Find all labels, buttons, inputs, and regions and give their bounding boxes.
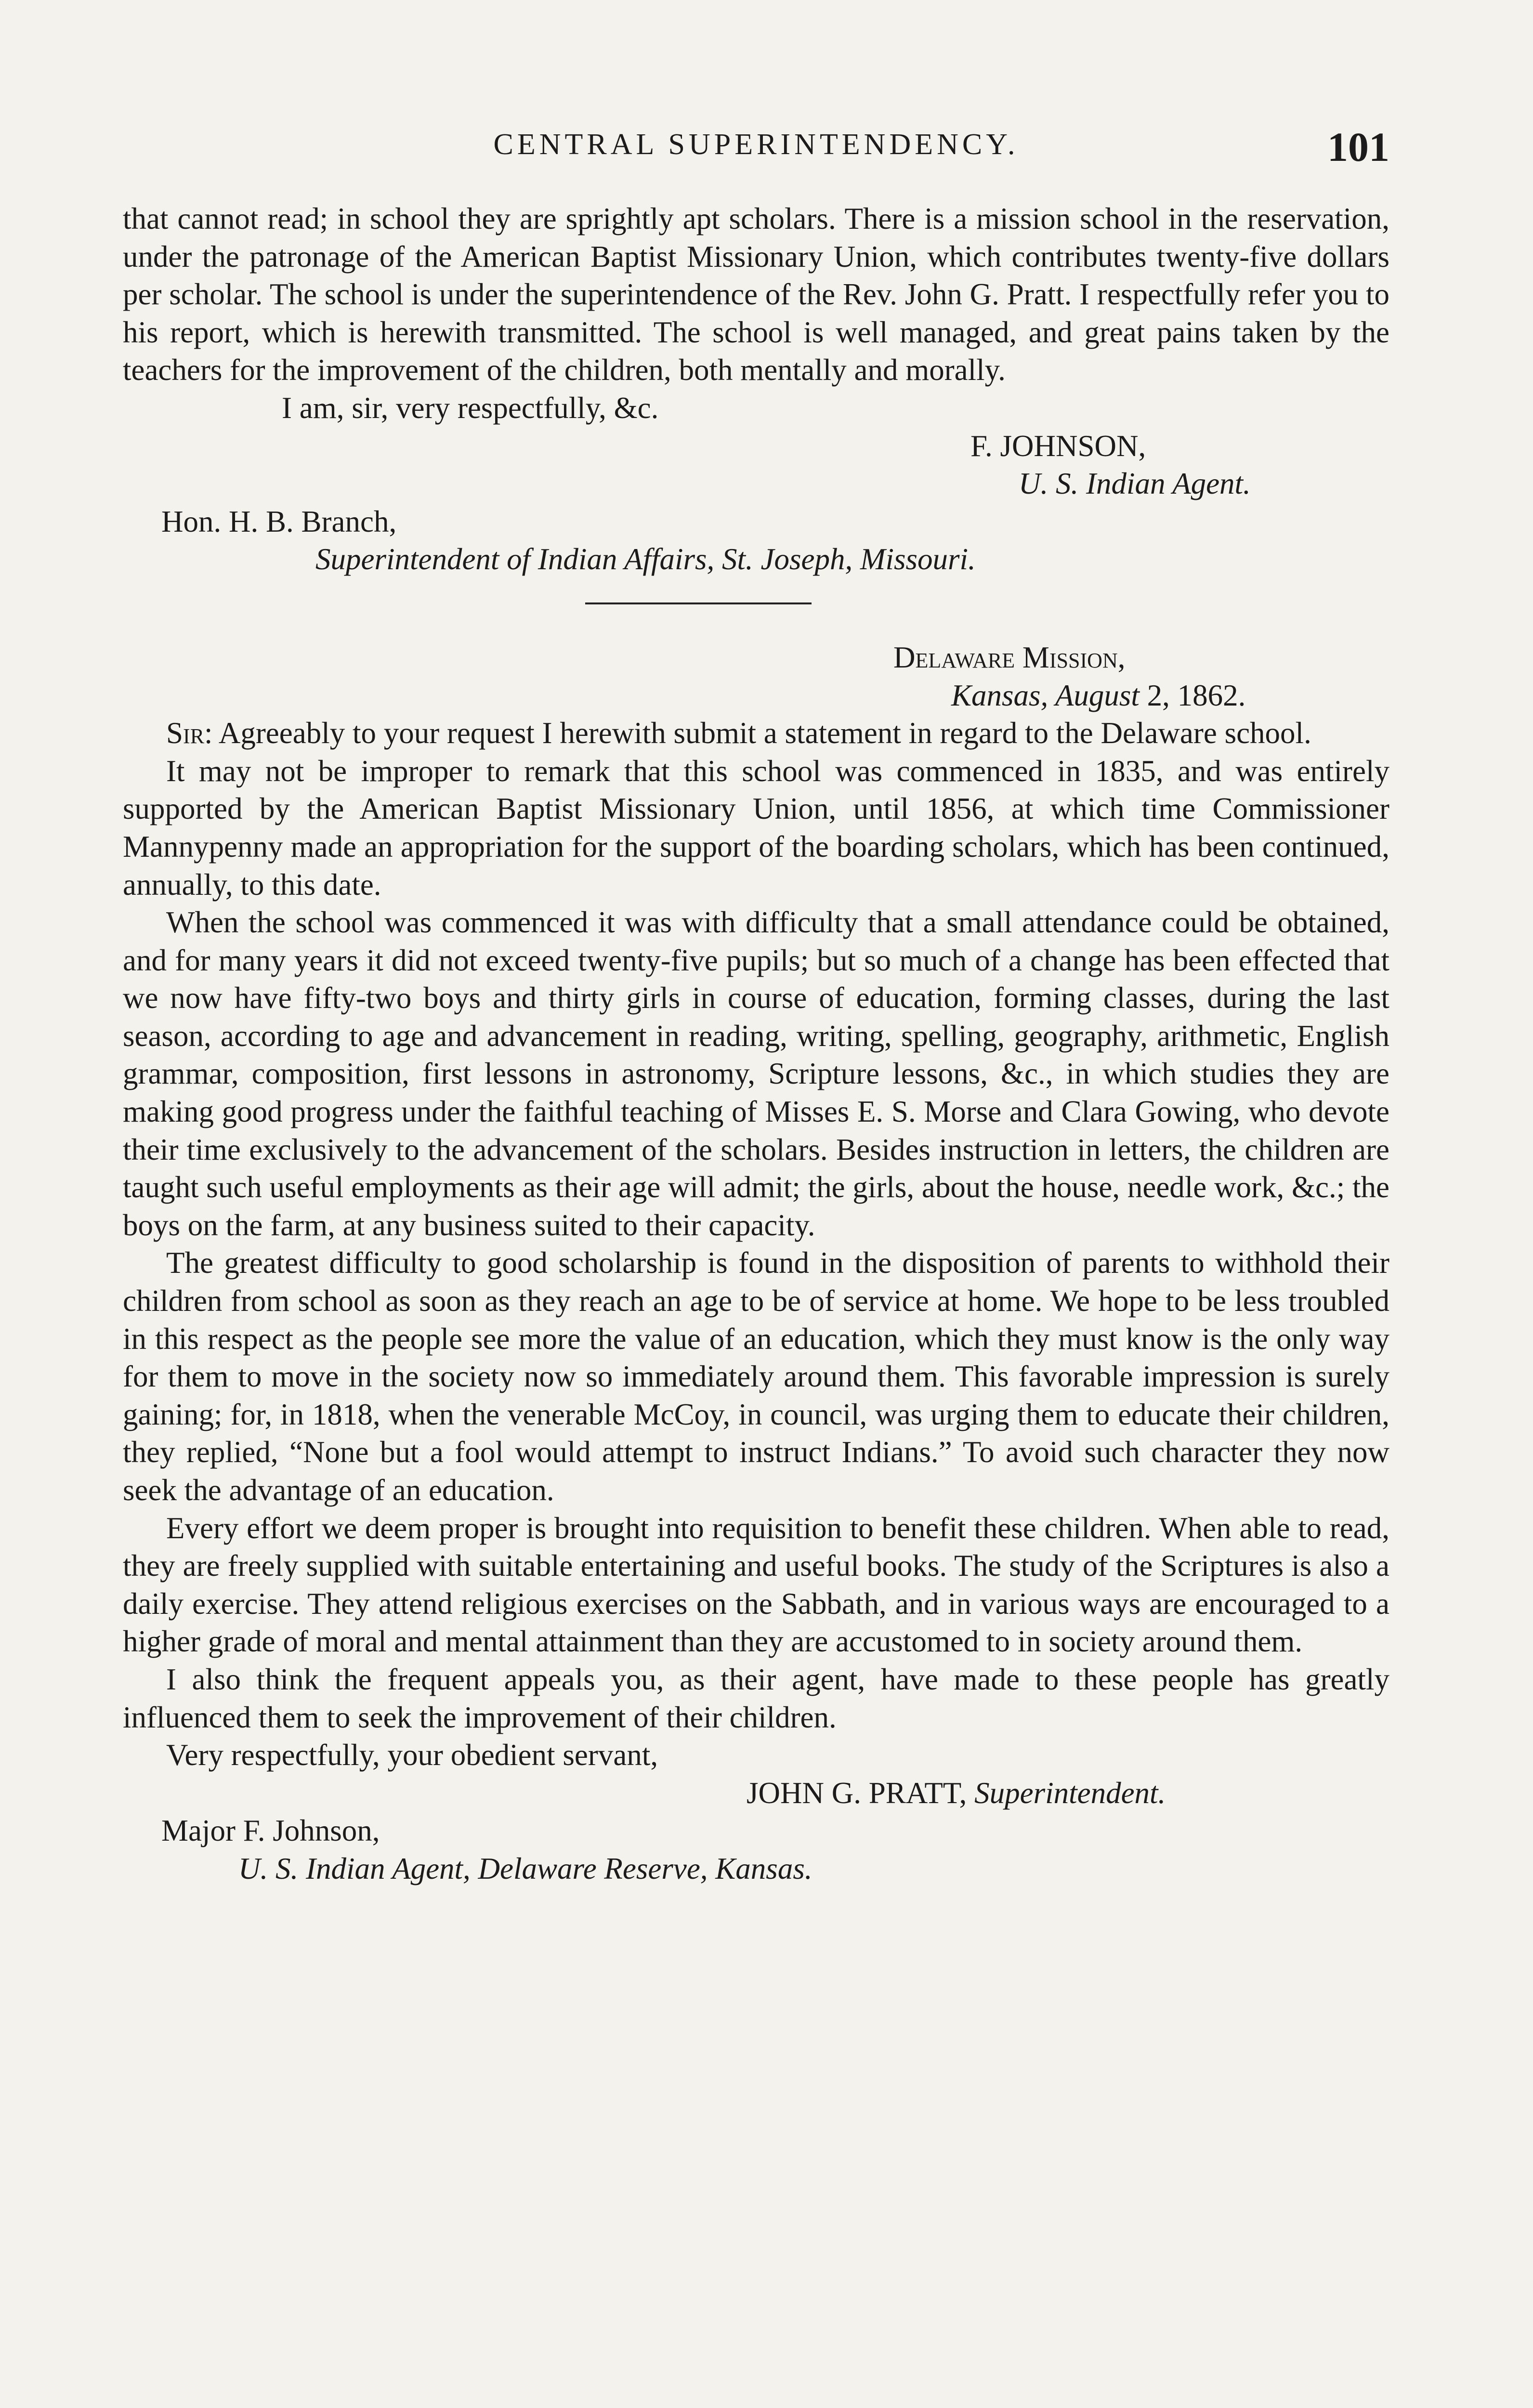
letter1-signer: F. JOHNSON, [970,429,1146,463]
letter1-closing: I am, sir, very respectfully, &c. [282,391,659,425]
letter2-paragraph-2: It may not be improper to remark that this school was commenced in 1835, and was entirely supported by the American Baptist Missionary Union, until 1856, at which time Commissioner Mannypenny made an appropriation for the support of the boarding scholars, which has been continued, annually, to this date. [123,754,1389,902]
letter1-text: that cannot read; in school they are sprightly apt scholars. There is a mission school in the reservation, under the patronage of the American Baptist Missionary Union, which contributes twenty-five dollars per scholar. The school is under the superintendence of the Rev. John G. Pratt. I respectfully refer you to his report, which is herewith transmitted. The school is well managed, and great pains taken by the teachers for the improvement of the children, both mentally and morally. [123,202,1389,387]
paragraph-text: Agreeably to your request I herewith submit a statement in regard to the Delaware school. [218,716,1311,750]
letter2-paragraph-3: When the school was commenced it was with difficulty that a small attendance could be obtained, and for many years it did not exceed twenty-five pupils; but so much of a change has been effected that we now have fifty-two boys and thirty girls in course of education, forming classes, during the last season, according to age and advancement in reading, writing, spelling, geography, arithmetic, English grammar, composition, first lessons in astronomy, Scripture lessons, &c., in which studies they are making good progress under the faithful teaching of Misses E. S. Morse and Clara Gowing, who devote their time exclusively to the advancement of the scholars. Besides instruction in letters, the children are taught such useful employments as their age will admit; the girls, about the house, needle work, &c.; the boys on the farm, at any business suited to their capacity. [123,905,1389,1242]
letter2-signer-name: JOHN G. PRATT, [747,1776,967,1810]
letter2-date [123,677,1389,715]
letter1-addressee-title: Superintendent of Indian Affairs, St. Joseph, Missouri. [315,542,976,576]
letter2-paragraph-1 [123,714,1389,752]
letter2-signer-title: Superintendent. [974,1776,1166,1810]
running-head: CENTRAL SUPERINTENDENCY. [493,128,1019,161]
letter1-signer-title: U. S. Indian Agent. [1019,467,1251,501]
salutation: Sir: [166,716,213,750]
page-header [123,123,1389,176]
letter2-paragraph-5: Every effort we deem proper is brought into requisition to benefit these children. When able to read, they are freely supplied with suitable entertaining and useful books. The study of the Scriptures is also a daily exercise. They attend religious exercises on the Sabbath, and in various ways are encouraged to a higher grade of moral and mental attainment than they are accustomed to in society around them. [123,1511,1389,1659]
section-divider [123,578,1389,639]
letter2-addressee-title: U. S. Indian Agent, Delaware Reserve, Kansas. [238,1851,812,1885]
letter2-place: Delaware Mission, [893,640,1126,674]
letter2-date-place: Kansas, August [951,678,1140,712]
divider-rule [585,602,812,604]
page-number: 101 [1327,124,1389,170]
letter2-closing: Very respectfully, your obedient servant, [166,1738,658,1772]
letter1-addressee: Hon. H. B. Branch, [161,504,397,538]
page-body [123,200,1389,1888]
letter2-date-rest: 2, 1862. [1147,678,1246,712]
letter2-paragraph-6: I also think the frequent appeals you, as their agent, have made to these people has greatly influenced them to seek the improvement of their children. [123,1662,1389,1734]
letter2-paragraph-4: The greatest difficulty to good scholarship is found in the disposition of parents to withhold their children from school as soon as they reach an age to be of service at home. We hope to be less troubled in this respect as the people see more the value of an education, which they must know is the only way for them to move in the society now so immediately around them. This favorable impression is surely gaining; for, in 1818, when the venerable McCoy, in council, was urging them to educate their children, they replied, “None but a fool would attempt to instruct Indians.” To avoid such character they now seek the advantage of an education. [123,1246,1389,1507]
letter2-addressee: Major F. Johnson, [161,1814,380,1848]
letter2-signature [123,1774,1389,1812]
